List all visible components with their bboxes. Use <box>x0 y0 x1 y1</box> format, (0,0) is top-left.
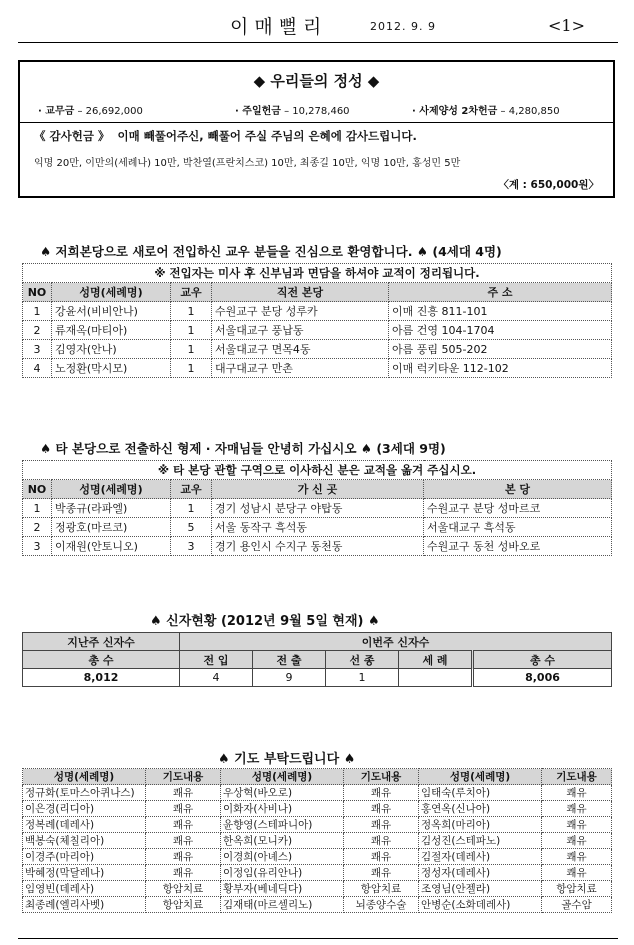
transfers-note: ※ 타 본당 관할 구역으로 이사하신 분은 교적을 옮겨 주십시오. <box>23 461 612 480</box>
table-row: 8,012 4 9 1 8,006 <box>23 669 612 687</box>
donor-list: 익명 20만, 이만의(세례나) 10만, 박찬열(프란치스코) 10만, 최종길 10만, 익명 10만, 홍성민 5만 <box>34 158 461 169</box>
table-row: 1 강윤서(비비안나) 1 수원교구 분당 성루카 이매 진흥 811-101 <box>23 302 612 321</box>
offering-title: ◆ 우리들의 정성 ◆ <box>253 72 380 90</box>
table-header: 총 수 전 입 전 출 선 종 세 례 총 수 <box>23 651 612 669</box>
table-row: 최종례(엘리사벳) 항암치료 김재태(마르셀리노) 뇌종양수술 안병순(소화데레사) 골수암 <box>23 897 612 913</box>
newcomers-table <box>22 263 612 378</box>
believers-heading: ♠ 신자현황 (2012년 9월 5일 현재) ♠ <box>150 614 380 629</box>
table-row: 3 이재원(안토니오) 3 경기 용인시 수지구 동천동 수원교구 동천 성바오로 <box>23 537 612 556</box>
table-row: 2 정광호(마르코) 5 서울 동작구 흑석동 서울대교구 흑석동 <box>23 518 612 537</box>
bulletin-date: 2012. 9. 9 <box>370 20 436 33</box>
page-header <box>18 8 618 43</box>
newcomers-note: ※ 전입자는 미사 후 신부님과 면담을 하셔야 교적이 정리됩니다. <box>23 264 612 283</box>
believers-table <box>22 632 612 687</box>
newcomers-heading: ♠ 저희본당으로 새로어 전입하신 교우 분들을 진심으로 환영합니다. ♠ (4세대 4명) <box>40 244 502 259</box>
thanks-offering: 《 감사헌금 》 이매 빼풀어주신, 빼풀어 주실 주님의 은혜에 감사드립니다. <box>34 129 417 143</box>
last-week-label: 지난주 신자수 <box>23 633 180 651</box>
table-row: 임영빈(데레사) 항암치료 황부자(베네딕다) 항암치료 조영님(안젤라) 항암치료 <box>23 881 612 897</box>
prayers-heading: ♠ 기도 부탁드립니다 ♠ <box>218 752 356 767</box>
bottom-divider <box>18 938 618 939</box>
table-row: 3 김영자(안나) 1 서울대교구 면목4동 아름 풍림 505-202 <box>23 340 612 359</box>
offering-box <box>18 60 615 198</box>
table-row: 백봉숙(체칠리아) 쾌유 한옥희(모니카) 쾌유 김성진(스테파노) 쾌유 <box>23 833 612 849</box>
table-row: 정규화(토마스아퀴나스) 쾌유 우상혁(바오로) 쾌유 임태숙(루치아) 쾌유 <box>23 785 612 801</box>
table-row: 4 노정환(막시모) 1 대구대교구 만촌 이매 럭키타운 112-102 <box>23 359 612 378</box>
transfers-heading: ♠ 타 본당으로 전출하신 형제 · 자매님들 안녕히 가십시오 ♠ (3세대 9명) <box>40 441 446 456</box>
bulletin-title: 이매뻘리 <box>230 16 328 38</box>
this-week-label: 이번주 신자수 <box>180 633 612 651</box>
sunday-offering: · 교무금 – 26,692,000 <box>38 106 143 117</box>
second-offering: · 사제양성 2차헌금 – 4,280,850 <box>412 106 560 117</box>
transfers-table <box>22 460 612 556</box>
table-header <box>23 633 612 651</box>
table-row: 이은경(리디아) 쾌유 이화자(사비나) 쾌유 홍연옥(신나아) 쾌유 <box>23 801 612 817</box>
table-row: 정복례(데레사) 쾌유 윤향영(스테파니아) 쾌유 정옥희(마리아) 쾌유 <box>23 817 612 833</box>
table-header: 성명(세례명) 기도내용 성명(세례명) 기도내용 성명(세례명) 기도내용 <box>23 769 612 785</box>
table-row: 박혜정(막달레나) 쾌유 이정임(유리안나) 쾌유 정성자(데레사) 쾌유 <box>23 865 612 881</box>
prayers-table <box>22 768 612 913</box>
table-row: 1 박종규(라파엘) 1 경기 성남시 분당구 야탑동 수원교구 분당 성마르코 <box>23 499 612 518</box>
table-row: 이경주(마리아) 쾌유 이경희(아녜스) 쾌유 김절자(데레사) 쾌유 <box>23 849 612 865</box>
table-row: 2 류재옥(마티아) 1 서울대교구 풍납동 아름 건영 104-1704 <box>23 321 612 340</box>
page-number: <1> <box>548 16 585 35</box>
table-header: NO 성명(세례명) 교우 가 신 곳 본 당 <box>23 480 612 499</box>
table-header: NO 성명(세례명) 교우 직전 본당 주 소 <box>23 283 612 302</box>
weekday-offering: · 주일헌금 – 10,278,460 <box>235 106 350 117</box>
offering-summary <box>20 102 613 118</box>
divider <box>20 122 613 123</box>
thanks-total: 〈계 : 650,000원〉 <box>498 179 599 191</box>
